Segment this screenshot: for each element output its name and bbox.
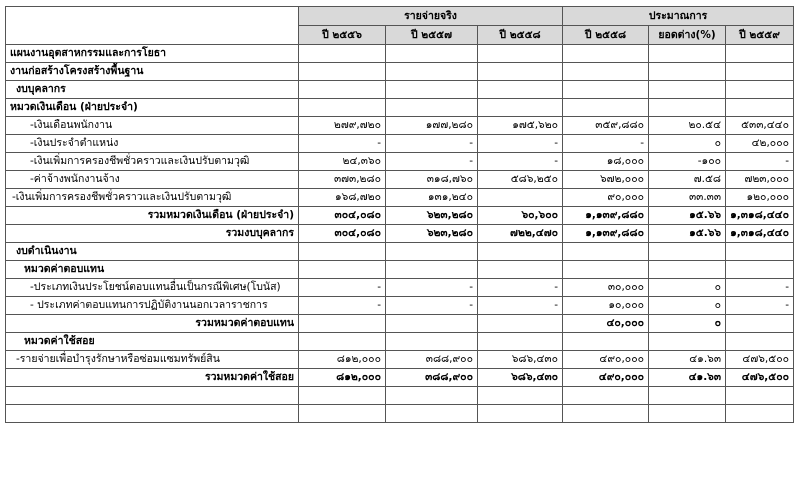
header-col4: ปี ๒๕๕๘ <box>563 26 649 45</box>
cell-c4: ๙๐,๐๐๐ <box>563 189 649 207</box>
cell-c5 <box>649 81 726 99</box>
cell-c6 <box>726 333 794 351</box>
cell-c5: ๐ <box>649 279 726 297</box>
cell-c4 <box>563 243 649 261</box>
cell-c3 <box>478 99 563 117</box>
cell-c6 <box>726 387 794 405</box>
cell-c1: ๒๗๙,๗๒๐ <box>299 117 386 135</box>
cell-c5 <box>649 99 726 117</box>
cell-c4: ๔๙๐,๐๐๐ <box>563 369 649 387</box>
cell-c3 <box>478 45 563 63</box>
cell-c5: ๔๑.๖๓ <box>649 369 726 387</box>
row-label <box>6 405 299 423</box>
cell-c3: ๕๘๖,๒๕๐ <box>478 171 563 189</box>
table-row <box>6 225 794 243</box>
header-col2: ปี ๒๕๕๗ <box>386 26 478 45</box>
cell-c3 <box>478 261 563 279</box>
header-group-actual: รายจ่ายจริง <box>299 7 563 26</box>
cell-c2 <box>386 405 478 423</box>
row-label: หมวดเงินเดือน (ฝ่ายประจำ) <box>6 99 299 117</box>
cell-c2 <box>386 81 478 99</box>
row-label: งานก่อสร้างโครงสร้างพื้นฐาน <box>6 63 299 81</box>
cell-c5 <box>649 261 726 279</box>
cell-c4: ๖๗๒,๐๐๐ <box>563 171 649 189</box>
header-row-groups <box>6 7 794 26</box>
cell-c1 <box>299 99 386 117</box>
cell-c1 <box>299 45 386 63</box>
cell-c1: - <box>299 297 386 315</box>
cell-c2 <box>386 261 478 279</box>
cell-c5 <box>649 45 726 63</box>
cell-c3 <box>478 387 563 405</box>
cell-c1: ๘๑๒,๐๐๐ <box>299 369 386 387</box>
cell-c2 <box>386 63 478 81</box>
cell-c2 <box>386 333 478 351</box>
cell-c6: ๗๒๓,๐๐๐ <box>726 171 794 189</box>
cell-c6: ๔๗๖,๕๐๐ <box>726 351 794 369</box>
cell-c4 <box>563 387 649 405</box>
cell-c4: ๔๙๐,๐๐๐ <box>563 351 649 369</box>
cell-c6 <box>726 315 794 333</box>
row-label: หมวดค่าตอบแทน <box>6 261 299 279</box>
row-label: งบบุคลากร <box>6 81 299 99</box>
cell-c3: ๖๘๖,๔๓๐ <box>478 351 563 369</box>
header-col6: ปี ๒๕๕๙ <box>726 26 794 45</box>
table-row <box>6 81 794 99</box>
cell-c3: - <box>478 153 563 171</box>
cell-c1: ๓๐๔,๐๘๐ <box>299 207 386 225</box>
row-label <box>6 387 299 405</box>
row-label: รวมหมวดค่าใช้สอย <box>6 369 299 387</box>
cell-c5: ๑๕.๖๖ <box>649 225 726 243</box>
cell-c2: ๑๓๑,๒๔๐ <box>386 189 478 207</box>
cell-c2: - <box>386 279 478 297</box>
cell-c3 <box>478 81 563 99</box>
cell-c4 <box>563 99 649 117</box>
table-row <box>6 333 794 351</box>
cell-c5: -๑๐๐ <box>649 153 726 171</box>
cell-c3 <box>478 243 563 261</box>
header-group-estimate: ประมาณการ <box>563 7 794 26</box>
cell-c5: ๓๓.๓๓ <box>649 189 726 207</box>
row-label: -ประเภทเงินประโยชน์ตอบแทนอื่นเป็นกรณีพิเศษ(โบนัส) <box>6 279 299 297</box>
cell-c2 <box>386 387 478 405</box>
table-row <box>6 243 794 261</box>
cell-c6: - <box>726 153 794 171</box>
cell-c3: ๑๗๕,๖๒๐ <box>478 117 563 135</box>
cell-c5: ๐ <box>649 297 726 315</box>
table-row <box>6 189 794 207</box>
table-row <box>6 405 794 423</box>
cell-c2: ๖๒๓,๒๘๐ <box>386 225 478 243</box>
header-col1: ปี ๒๕๕๖ <box>299 26 386 45</box>
cell-c5: ๒๐.๕๔ <box>649 117 726 135</box>
cell-c4: ๓๐,๐๐๐ <box>563 279 649 297</box>
cell-c2: ๖๒๓,๒๘๐ <box>386 207 478 225</box>
cell-c2 <box>386 243 478 261</box>
cell-c4 <box>563 405 649 423</box>
row-label: -เงินประจำตำแหน่ง <box>6 135 299 153</box>
cell-c1 <box>299 315 386 333</box>
cell-c5: ๐ <box>649 315 726 333</box>
row-label: -เงินเพิ่มการครองชีพชั่วคราวและเงินปรับตามวุฒิ <box>6 189 299 207</box>
cell-c4: ๔๐,๐๐๐ <box>563 315 649 333</box>
cell-c6: ๔๗๖,๕๐๐ <box>726 369 794 387</box>
cell-c2 <box>386 45 478 63</box>
cell-c4 <box>563 81 649 99</box>
row-label: รวมหมวดเงินเดือน (ฝ่ายประจำ) <box>6 207 299 225</box>
table-row <box>6 153 794 171</box>
cell-c5: ๔๑.๖๓ <box>649 351 726 369</box>
cell-c6: ๑,๓๑๘,๔๔๐ <box>726 225 794 243</box>
table-row <box>6 135 794 153</box>
cell-c1: - <box>299 135 386 153</box>
cell-c6 <box>726 99 794 117</box>
row-label: -เงินเดือนพนักงาน <box>6 117 299 135</box>
cell-c4 <box>563 333 649 351</box>
row-label: -รายจ่ายเพื่อบำรุงรักษาหรือซ่อมแซมทรัพย์สิน <box>6 351 299 369</box>
cell-c5 <box>649 243 726 261</box>
cell-c3: - <box>478 297 563 315</box>
cell-c6 <box>726 405 794 423</box>
cell-c6: - <box>726 279 794 297</box>
cell-c1: ๑๖๘,๗๒๐ <box>299 189 386 207</box>
cell-c3 <box>478 405 563 423</box>
table-body <box>6 45 794 423</box>
table-row <box>6 315 794 333</box>
cell-c1 <box>299 81 386 99</box>
cell-c6: ๑๒๐,๐๐๐ <box>726 189 794 207</box>
cell-c3 <box>478 63 563 81</box>
cell-c6: ๕๓๓,๔๔๐ <box>726 117 794 135</box>
cell-c1 <box>299 243 386 261</box>
table-row <box>6 297 794 315</box>
row-label: -เงินเพิ่มการครองชีพชั่วคราวและเงินปรับตามวุฒิ <box>6 153 299 171</box>
cell-c2: - <box>386 297 478 315</box>
cell-c5 <box>649 63 726 81</box>
table-row <box>6 171 794 189</box>
cell-c6 <box>726 243 794 261</box>
cell-c3: - <box>478 279 563 297</box>
cell-c3: ๗๒๒,๔๗๐ <box>478 225 563 243</box>
table-row <box>6 63 794 81</box>
table-row <box>6 279 794 297</box>
cell-c5 <box>649 333 726 351</box>
cell-c1: ๓๐๔,๐๘๐ <box>299 225 386 243</box>
cell-c6 <box>726 45 794 63</box>
cell-c6: - <box>726 297 794 315</box>
cell-c3: ๖๐,๖๐๐ <box>478 207 563 225</box>
table-row <box>6 99 794 117</box>
cell-c5: ๗.๕๘ <box>649 171 726 189</box>
cell-c1 <box>299 387 386 405</box>
table-row <box>6 351 794 369</box>
cell-c6: ๔๒,๐๐๐ <box>726 135 794 153</box>
cell-c3: - <box>478 135 563 153</box>
row-label: แผนงานอุตสาหกรรมและการโยธา <box>6 45 299 63</box>
cell-c6 <box>726 261 794 279</box>
cell-c1 <box>299 261 386 279</box>
table-row <box>6 369 794 387</box>
cell-c2: ๓๘๘,๙๐๐ <box>386 351 478 369</box>
cell-c1 <box>299 333 386 351</box>
cell-c4: - <box>563 135 649 153</box>
cell-c1: ๓๗๓,๒๘๐ <box>299 171 386 189</box>
cell-c2: ๓๑๘,๗๖๐ <box>386 171 478 189</box>
cell-c1: ๘๑๒,๐๐๐ <box>299 351 386 369</box>
row-label: - ประเภทค่าตอบแทนการปฏิบัติงานนอกเวลาราชการ <box>6 297 299 315</box>
cell-c4: ๑๘,๐๐๐ <box>563 153 649 171</box>
row-label: รวมหมวดค่าตอบแทน <box>6 315 299 333</box>
header-col5: ยอดต่าง(%) <box>649 26 726 45</box>
cell-c4: ๑,๑๓๙,๘๘๐ <box>563 225 649 243</box>
cell-c1: - <box>299 279 386 297</box>
cell-c1: ๒๔,๓๖๐ <box>299 153 386 171</box>
cell-c5 <box>649 405 726 423</box>
header-blank-cell <box>6 7 299 45</box>
cell-c4 <box>563 261 649 279</box>
table-row <box>6 261 794 279</box>
cell-c1 <box>299 63 386 81</box>
cell-c5 <box>649 387 726 405</box>
cell-c2 <box>386 99 478 117</box>
cell-c3 <box>478 189 563 207</box>
cell-c1 <box>299 405 386 423</box>
cell-c3 <box>478 315 563 333</box>
table-row <box>6 45 794 63</box>
row-label: รวมงบบุคลากร <box>6 225 299 243</box>
row-label: -ค่าจ้างพนักงานจ้าง <box>6 171 299 189</box>
cell-c3: ๖๘๖,๔๓๐ <box>478 369 563 387</box>
table-row <box>6 207 794 225</box>
cell-c4 <box>563 45 649 63</box>
cell-c4 <box>563 63 649 81</box>
cell-c2: ๑๗๗,๒๘๐ <box>386 117 478 135</box>
cell-c5: ๐ <box>649 135 726 153</box>
table-row <box>6 117 794 135</box>
cell-c2: - <box>386 153 478 171</box>
cell-c2: - <box>386 135 478 153</box>
cell-c2: ๓๘๘,๙๐๐ <box>386 369 478 387</box>
header-col3: ปี ๒๕๕๘ <box>478 26 563 45</box>
cell-c4: ๓๕๙,๘๘๐ <box>563 117 649 135</box>
row-label: งบดำเนินงาน <box>6 243 299 261</box>
budget-table <box>5 6 794 423</box>
cell-c5: ๑๕.๖๖ <box>649 207 726 225</box>
cell-c2 <box>386 315 478 333</box>
cell-c6 <box>726 63 794 81</box>
table-row <box>6 387 794 405</box>
cell-c6: ๑,๓๑๘,๔๔๐ <box>726 207 794 225</box>
cell-c6 <box>726 81 794 99</box>
row-label: หมวดค่าใช้สอย <box>6 333 299 351</box>
cell-c4: ๑๐,๐๐๐ <box>563 297 649 315</box>
cell-c4: ๑,๑๓๙,๘๘๐ <box>563 207 649 225</box>
cell-c3 <box>478 333 563 351</box>
